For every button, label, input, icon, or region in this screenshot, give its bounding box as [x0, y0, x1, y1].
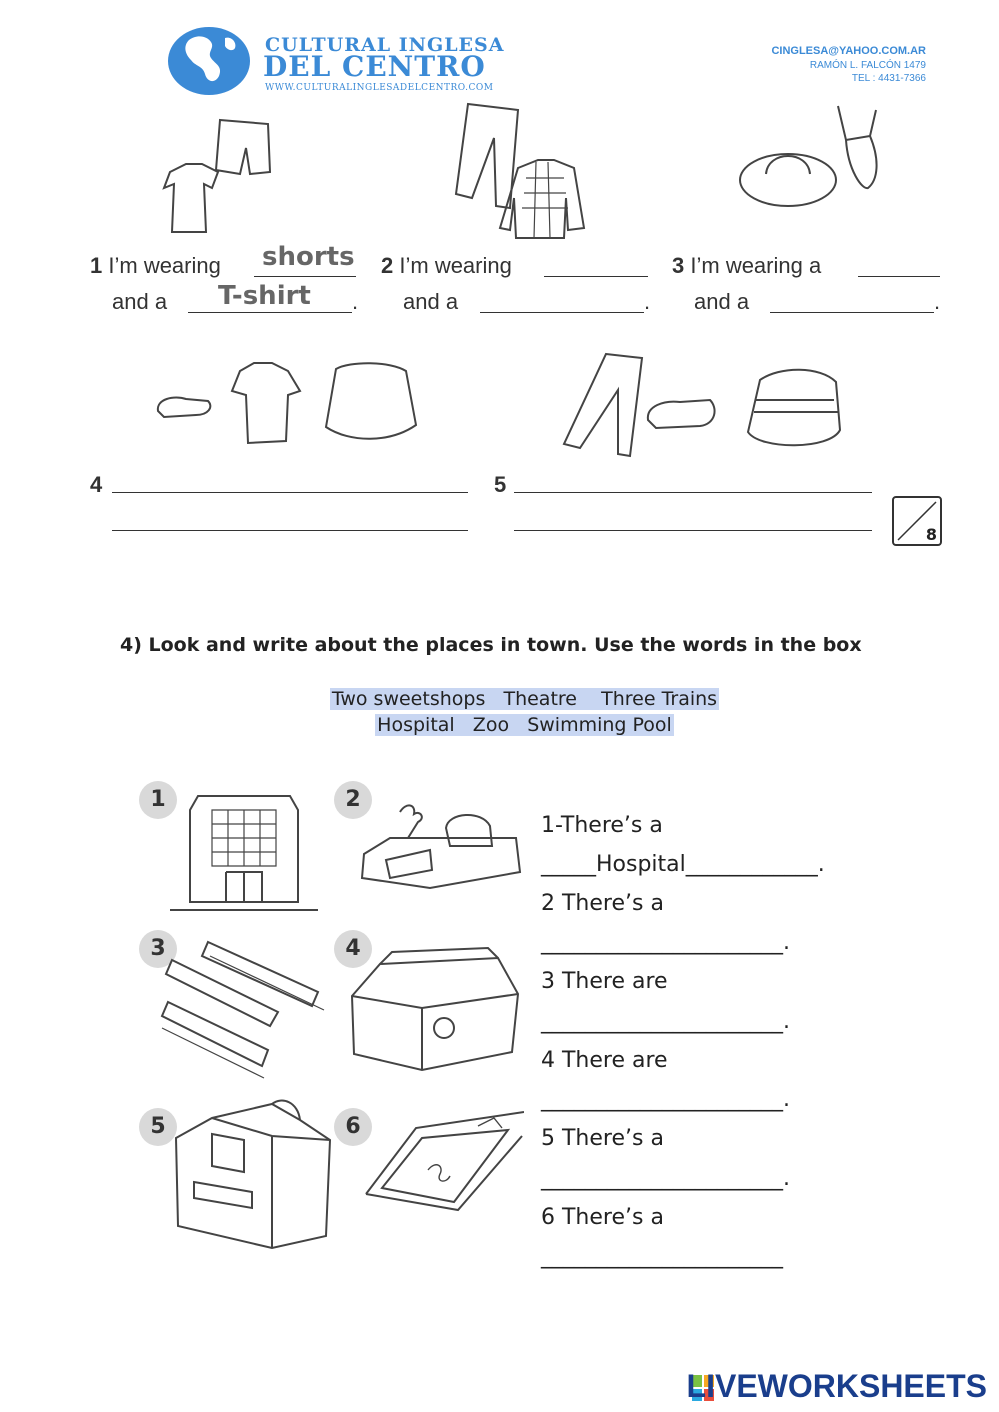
school-name-line2: DEL CENTRO	[263, 50, 486, 83]
ex3-item-3-period: .	[934, 289, 941, 314]
exercise4-instruction: 4) Look and write about the places in town. Use the words in the box	[120, 634, 862, 656]
hospital-picture	[168, 782, 320, 914]
ex3-item-1-line2: and a	[112, 289, 168, 314]
sentence-2-answer[interactable]: ______________________.	[541, 930, 790, 955]
sentence-4-prompt: 4 There are	[541, 1048, 668, 1073]
ex3-item-2-line2: and a	[403, 289, 459, 314]
ex3-item-1-blank2[interactable]	[188, 312, 352, 313]
trousers-shirt-picture	[438, 98, 593, 243]
ex3-item-1-answer2[interactable]: T-shirt	[218, 281, 311, 311]
word-box-row1-wrap	[0, 688, 999, 710]
sweetshops-picture	[348, 944, 520, 1074]
sentence-6-prompt: 6 There’s a	[541, 1205, 664, 1230]
shoes-tshirt-skirt-picture	[150, 355, 420, 450]
ex3-item-5-blank2[interactable]	[514, 530, 872, 531]
trousers-trainers-jumper-picture	[560, 350, 845, 460]
word-box-row2: Hospital Zoo Swimming Pool	[377, 714, 672, 736]
ex3-item-2-period: .	[644, 289, 651, 314]
ex3-item-1-line1: 1 I’m wearing	[90, 253, 221, 278]
sentence-5-answer[interactable]: ______________________.	[541, 1166, 790, 1191]
ex3-item-5-number: 5	[494, 472, 507, 497]
sentence-3-prompt: 3 There are	[541, 969, 668, 994]
word-box-row2-wrap	[0, 714, 999, 736]
ex3-item-1-period: .	[352, 289, 359, 314]
picture-number-2: 2	[334, 781, 372, 819]
trains-picture	[158, 938, 336, 1080]
score-total: 8	[925, 525, 937, 544]
sentence-4-answer[interactable]: ______________________.	[541, 1087, 790, 1112]
globe-logo-icon	[167, 26, 251, 96]
sentence-5-prompt: 5 There’s a	[541, 1126, 664, 1151]
ex3-item-1-blank1[interactable]	[254, 276, 356, 277]
school-phone: TEL : 4431-7366	[851, 73, 926, 84]
sentence-1-answer[interactable]: _____Hospital____________.	[541, 852, 825, 877]
sentence-1-prompt: 1-There’s a	[541, 813, 663, 838]
ex3-item-5-blank1[interactable]	[514, 492, 872, 493]
ex3-item-1-answer1[interactable]: shorts	[262, 242, 355, 272]
word-box-row1: Two sweetshops Theatre Three Trains	[331, 688, 718, 710]
ex3-item-3-line2: and a	[694, 289, 750, 314]
picture-number-1: 1	[139, 781, 177, 819]
zoo-picture	[360, 798, 522, 894]
theatre-picture	[172, 1096, 332, 1250]
picture-number-6: 6	[334, 1108, 372, 1146]
shorts-tshirt-picture	[150, 112, 280, 242]
ex3-item-2-line1: 2 I’m wearing	[381, 253, 512, 278]
ex3-item-3-blank2[interactable]	[770, 312, 934, 313]
picture-number-3: 3	[139, 930, 177, 968]
score-box	[892, 496, 942, 546]
sentence-3-answer[interactable]: ______________________.	[541, 1009, 790, 1034]
ex3-item-4-blank2[interactable]	[112, 530, 468, 531]
ex3-item-4-number: 4	[90, 472, 103, 497]
swimming-pool-picture	[362, 1110, 524, 1214]
school-name-line1: CULTURAL INGLESA	[265, 34, 505, 56]
ex3-item-2-blank2[interactable]	[480, 312, 644, 313]
ex3-item-3-line1: 3 I’m wearing a	[672, 253, 822, 278]
ex3-item-4-blank1[interactable]	[112, 492, 468, 493]
school-email: CINGLESA@YAHOO.COM.AR	[771, 45, 926, 57]
ex3-item-3-blank1[interactable]	[858, 276, 940, 277]
liveworksheets-brand: LIVEWORKSHEETS	[686, 1368, 987, 1404]
school-address: RAMÓN L. FALCÓN 1479	[809, 60, 926, 71]
picture-number-4: 4	[334, 930, 372, 968]
school-website: WWW.CULTURALINGLESADELCENTRO.COM	[265, 83, 494, 93]
sentence-6-answer[interactable]: ______________________	[541, 1244, 783, 1269]
picture-number-5: 5	[139, 1108, 177, 1146]
sentence-2-prompt: 2 There’s a	[541, 891, 664, 916]
hat-swimsuit-picture	[738, 100, 888, 220]
ex3-item-2-blank1[interactable]	[544, 276, 648, 277]
